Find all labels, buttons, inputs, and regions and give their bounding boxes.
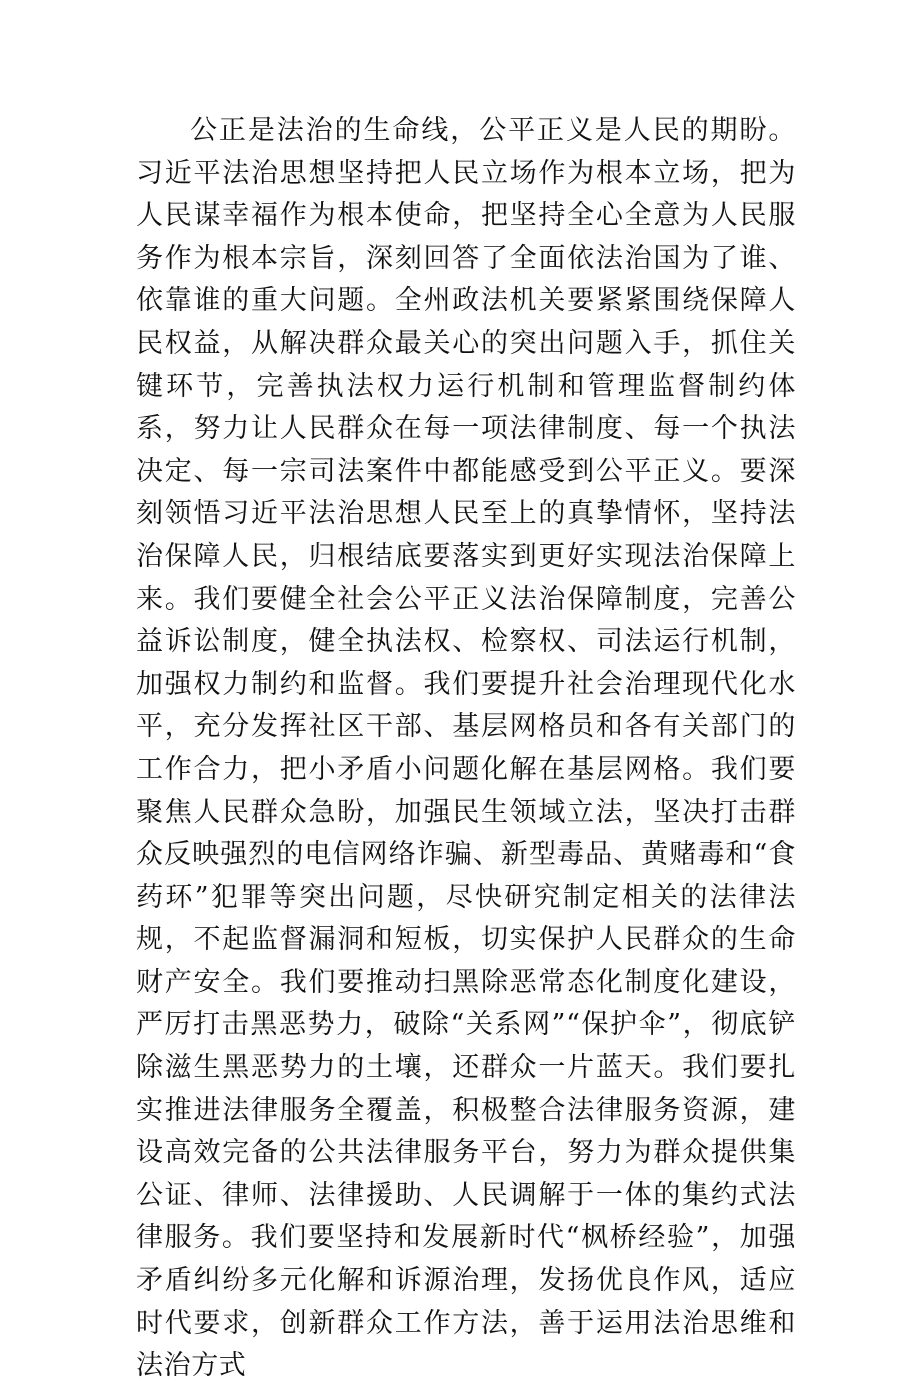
body-paragraph: 公正是法治的生命线，公平正义是人民的期盼。习近平法治思想坚持把人民立场作为根本立场，把为人民谋幸福作为根本使命，把坚持全心全意为人民服务作为根本宗旨，深刻回答了全面依法治国为了谁、依靠谁的重大问题。全州政法机关要紧紧围绕保障人民权益，从解决群众最关心的突出问题入手，抓住关键环节，完善执法权力运行机制和管理监督制约体系，努力让人民群众在每一项法律制度、每一个执法决定、每一宗司法案件中都能感受到公平正义。要深刻领悟习近平法治思想人民至上的真挚情怀，坚持法治保障人民，归根结底要落实到更好实现法治保障上来。我们要健全社会公平正义法治保障制度，完善公益诉讼制度，健全执法权、检察权、司法运行机制，加强权力制约和监督。我们要提升社会治理现代化水平，充分发挥社区干部、基层网格员和各有关部门的工作合力，把小矛盾小问题化解在基层网格。我们要聚焦人民群众急盼，加强民生领域立法，坚决打击群众反映强烈的电信网络诈骗、新型毒品、黄赌毒和“食药环”犯罪等突出问题，尽快研究制定相关的法律法规，不起监督漏洞和短板，切实保护人民群众的生命财产安全。我们要推动扫黑除恶常态化制度化建设，严厉打击黑恶势力，破除“关系网”“保护伞”，彻底铲除滋生黑恶势力的土壤，还群众一片蓝天。我们要扎实推进法律服务全覆盖，积极整合法律服务资源，建设高效完备的公共法律服务平台，努力为群众提供集公证、律师、法律援助、人民调解于一体的集约式法律服务。我们要坚持和发展新时代“枫桥经验”，加强矛盾纠纷多元化解和诉源治理，发扬优良作风，适应时代要求，创新群众工作方法，善于运用法治思维和法治方式: [136, 115, 796, 1382]
